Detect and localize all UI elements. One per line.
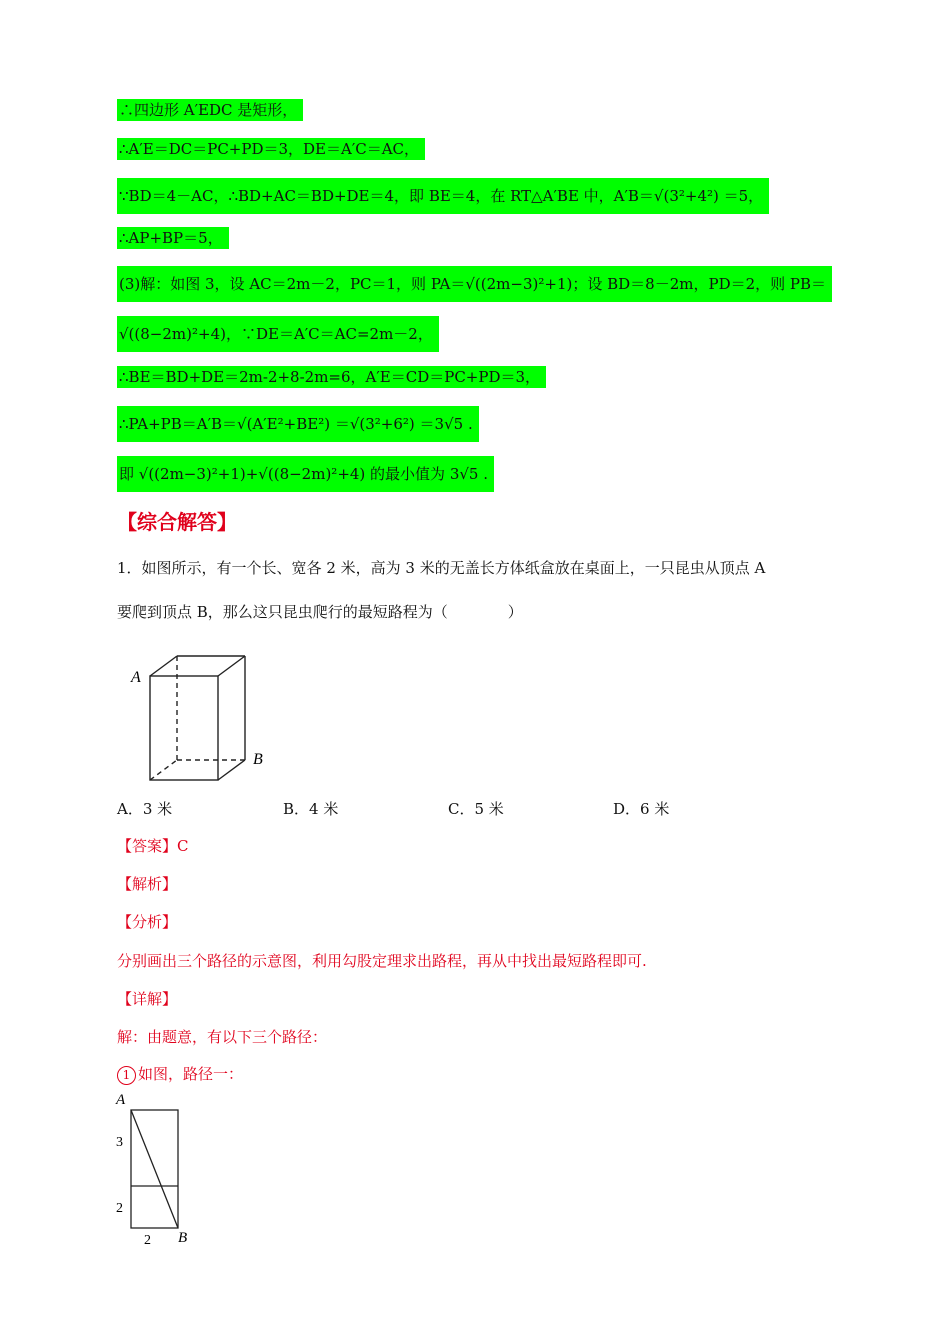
- analysis-label: 【解析】: [117, 875, 178, 893]
- option-d: D．6 米: [613, 800, 670, 818]
- path-one-figure: [112, 1090, 202, 1250]
- solution-line-3: [117, 178, 769, 214]
- solution-line-9: [117, 456, 494, 492]
- highlight: √((8−2m)²+4)，∵DE＝A′C＝AC=2m－2，: [117, 316, 439, 352]
- path-one-text: 如图，路径一：: [138, 1065, 244, 1083]
- option-a: A．3 米: [117, 800, 173, 818]
- highlight: ∴A′E＝DC＝PC+PD＝3，DE＝A′C＝AC，: [117, 138, 425, 160]
- highlight: ∵BD＝4－AC，∴BD+AC＝BD+DE＝4，即 BE＝4，在 RT△A′BE 中，A′B＝√(3²+4²) ＝5，: [117, 178, 769, 214]
- option-c: C．5 米: [448, 800, 504, 818]
- path-one-line: [117, 1064, 243, 1085]
- solution-line-1: [117, 100, 303, 120]
- solution-line-2: [117, 139, 425, 159]
- figure-a-label: A: [116, 1092, 126, 1108]
- box-figure: [115, 650, 280, 785]
- question-line-2: 要爬到顶点 B，那么这只昆虫爬行的最短路程为（ ）: [117, 603, 523, 621]
- detail-text: 解：由题意，有以下三个路径：: [117, 1028, 328, 1046]
- section-title: 【综合解答】: [117, 510, 237, 534]
- fenxi-text: 分别画出三个路径的示意图，利用勾股定理求出路程，再从中找出最短路程即可.: [117, 952, 647, 970]
- height-3-label: 3: [116, 1135, 123, 1150]
- highlight: ∴PA+PB＝A′B＝√(A′E²+BE²) ＝√(3²+6²) ＝3√5 .: [117, 406, 479, 442]
- solution-line-6: [117, 316, 439, 352]
- answer-line: 【答案】C: [117, 837, 189, 855]
- highlight: ∴AP+BP＝5，: [117, 227, 229, 249]
- highlight: 即 √((2m−3)²+1)+√((8−2m)²+4) 的最小值为 3√5 .: [117, 456, 494, 492]
- vertex-a-label: A: [131, 669, 141, 686]
- vertex-b-label: B: [253, 751, 263, 768]
- circled-number: 1: [117, 1066, 136, 1085]
- question-line-1: 1．如图所示，有一个长、宽各 2 米，高为 3 米的无盖长方体纸盒放在桌面上，一只昆虫从顶点 A: [117, 559, 766, 577]
- highlight: ∴BE＝BD+DE＝2m-2+8-2m=6，A′E＝CD＝PC+PD＝3，: [117, 366, 546, 388]
- fenxi-label: 【分析】: [117, 913, 178, 931]
- solution-line-7: [117, 367, 546, 387]
- solution-line-5: [117, 266, 832, 302]
- solution-line-4: [117, 228, 229, 248]
- solution-line-8: [117, 406, 479, 442]
- height-2-label: 2: [116, 1201, 123, 1216]
- highlight: ∴四边形 A′EDC 是矩形，: [117, 99, 303, 121]
- width-2-label: 2: [144, 1233, 151, 1248]
- highlight: (3)解：如图 3，设 AC＝2m－2，PC＝1，则 PA＝√((2m−3)²+1)；设 BD＝8－2m，PD＝2，则 PB＝: [117, 266, 832, 302]
- option-b: B．4 米: [283, 800, 339, 818]
- figure-b-label: B: [178, 1230, 188, 1246]
- detail-label: 【详解】: [117, 990, 178, 1008]
